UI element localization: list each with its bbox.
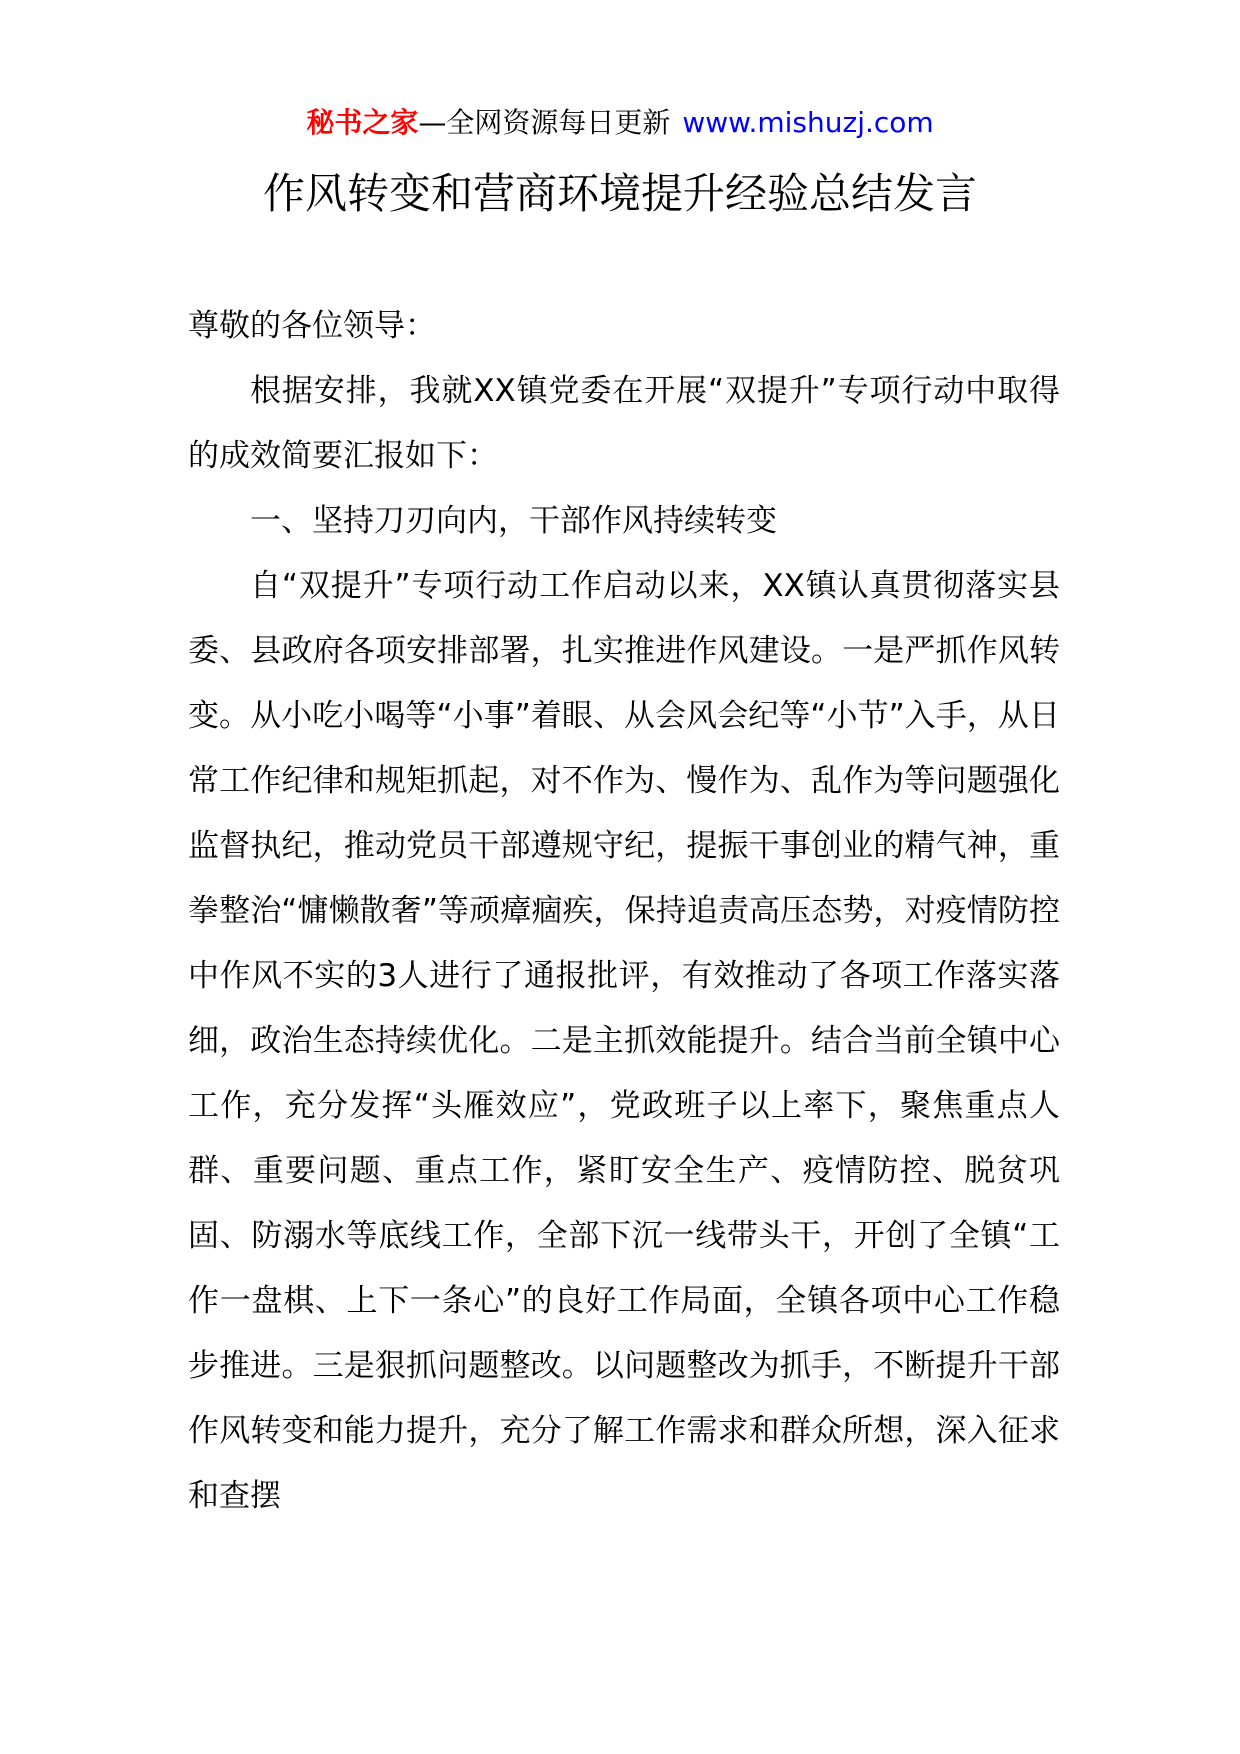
document-title: 作风转变和营商环境提升经验总结发言 <box>262 169 977 218</box>
header-tagline: —全网资源每日更新 <box>418 106 671 139</box>
site-url-link[interactable]: www.mishuzj.com <box>682 106 934 139</box>
site-header <box>0 103 1240 143</box>
section-paragraph: 自“双提升”专项行动工作启动以来，XX镇认真贯彻落实县委、县政府各项安排部署，扎实推进作风建设。一是严抓作风转变。从小吃小喝等“小事”着眼、从会风会纪等“小节”入手，从日常工作纪律和规矩抓起，对不作为、慢作为、乱作为等问题强化监督执纪，推动党员干部遵规守纪，提振干事创业的精气神，重拳整治“慵懒散奢”等顽瘴痼疾，保持追责高压态势，对疫情防控中作风不实的3人进行了通报批评，有效推动了各项工作落实落细，政治生态持续优化。二是主抓效能提升。结合当前全镇中心工作，充分发挥“头雁效应”，党政班子以上率下，聚焦重点人群、重要问题、重点工作，紧盯安全生产、疫情防控、脱贫巩固、防溺水等底线工作，全部下沉一线带头干，开创了全镇“工作一盘棋、上下一条心”的良好工作局面，全镇各项中心工作稳步推进。三是狠抓问题整改。以问题整改为抓手，不断提升干部作风转变和能力提升，充分了解工作需求和群众所想，深入征求和查摆 <box>188 568 1060 1514</box>
document-body <box>188 294 1060 1529</box>
salutation: 尊敬的各位领导： <box>188 308 436 344</box>
brand-name: 秘书之家 <box>306 106 419 139</box>
section-heading: 一、坚持刀刃向内，干部作风持续转变 <box>250 503 777 539</box>
intro-paragraph: 根据安排，我就XX镇党委在开展“双提升”专项行动中取得的成效简要汇报如下： <box>188 373 1060 474</box>
